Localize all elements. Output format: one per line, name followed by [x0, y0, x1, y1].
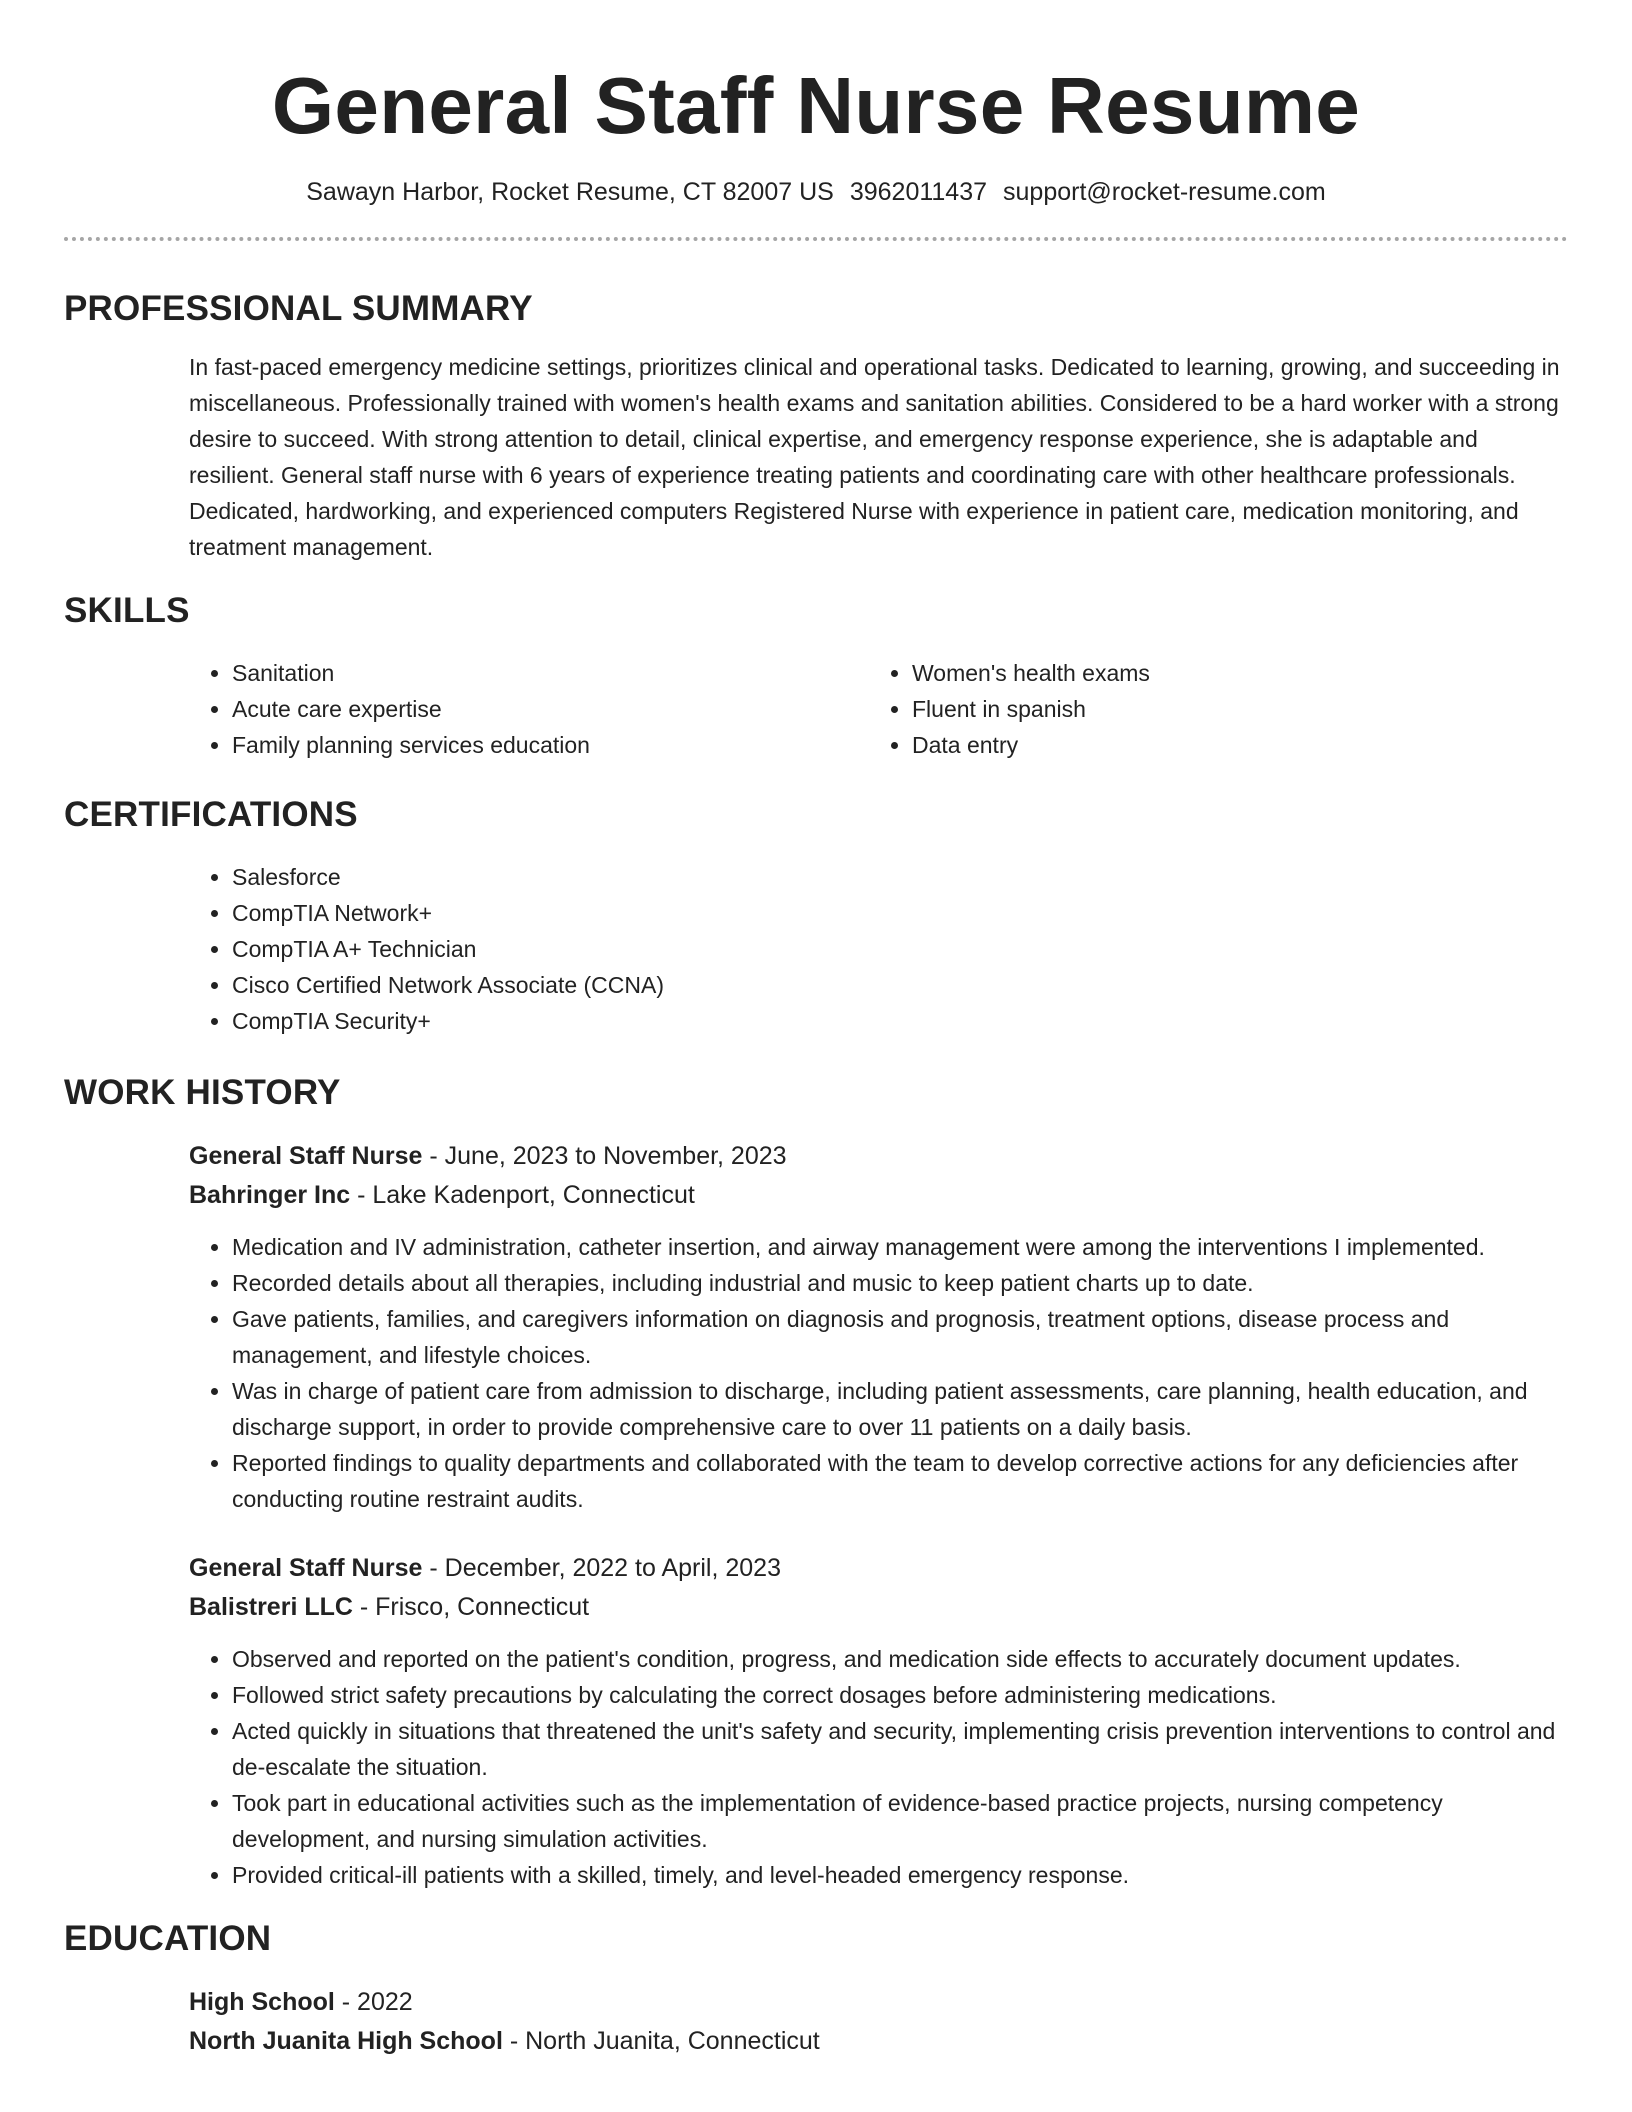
- skill-item: • Family planning services education: [232, 727, 869, 763]
- education-school-line: [189, 2022, 1568, 2061]
- skills-column-right: [869, 655, 1549, 763]
- education-degree: High School: [189, 1988, 335, 2016]
- job-role-line: [189, 1137, 1568, 1176]
- job-bullet: • Was in charge of patient care from admission to discharge, including patient assessments, care planning, health education, and discharge support, in order to provide comprehensive care to over 11 patients on a daily basis.: [232, 1373, 1568, 1445]
- job-company-line: [189, 1588, 1568, 1627]
- skill-item: • Acute care expertise: [232, 691, 869, 727]
- education-degree-line: [189, 1983, 1568, 2022]
- skills-grid: [189, 655, 1568, 763]
- job-bullet: • Recorded details about all therapies, including industrial and music to keep patient charts up to date.: [232, 1265, 1568, 1301]
- resume-title: General Staff Nurse Resume: [271, 61, 1361, 150]
- skills-column-left: [189, 655, 869, 763]
- job-bullet: • Reported findings to quality departments and collaborated with the team to develop corrective actions for any deficiencies after conducting routine restraint audits.: [232, 1445, 1568, 1517]
- job-location: - Lake Kadenport, Connecticut: [350, 1181, 695, 1209]
- skill-item: • Sanitation: [232, 655, 869, 691]
- job-bullet: • Took part in educational activities such as the implementation of evidence-based practice projects, nursing competency development, and nursing simulation activities.: [232, 1785, 1568, 1857]
- header-divider: [64, 237, 1568, 241]
- job-location: - Frisco, Connecticut: [352, 1593, 590, 1621]
- education-year: - 2022: [334, 1988, 413, 2016]
- job-dates: - December, 2022 to April, 2023: [422, 1554, 781, 1582]
- job-role: General Staff Nurse: [189, 1554, 423, 1582]
- contact-address: Sawayn Harbor, Rocket Resume, CT 82007 US: [306, 178, 834, 206]
- job-company: Bahringer Inc: [189, 1181, 351, 1209]
- summary-heading: PROFESSIONAL SUMMARY: [64, 289, 533, 328]
- job-entry: [189, 1137, 1568, 1517]
- contact-email: support@rocket-resume.com: [1003, 178, 1326, 206]
- job-role-line: [189, 1549, 1568, 1588]
- skill-item: • Fluent in spanish: [912, 691, 1549, 727]
- job-role: General Staff Nurse: [189, 1142, 423, 1170]
- certification-item: • Cisco Certified Network Associate (CCNA): [232, 967, 1568, 1003]
- certification-item: • CompTIA A+ Technician: [232, 931, 1568, 967]
- job-bullet: • Followed strict safety precautions by calculating the correct dosages before administering medications.: [232, 1677, 1568, 1713]
- certification-item: • CompTIA Security+: [232, 1003, 1568, 1039]
- certifications-list: [189, 859, 1568, 1039]
- summary-text: In fast-paced emergency medicine settings, prioritizes clinical and operational tasks. Dedicated to learning, growing, and succeeding in miscellaneous. Professionally trained with women's health exams and sanitation abilities. Considered to be a hard worker with a strong desire to succeed. With strong attention to detail, clinical expertise, and emergency response experience, she is adaptable and resilient. General staff nurse with 6 years of experience treating patients and coordinating care with other healthcare professionals. Dedicated, hardworking, and experienced computers Registered Nurse with experience in patient care, medication monitoring, and treatment management.: [189, 354, 1560, 560]
- skills-heading: SKILLS: [64, 591, 190, 630]
- contact-line: [64, 176, 1568, 208]
- job-dates: - June, 2023 to November, 2023: [422, 1142, 787, 1170]
- job-company: Balistreri LLC: [189, 1593, 353, 1621]
- job-bullet: • Acted quickly in situations that threatened the unit's safety and security, implementing crisis prevention interventions to control and de-escalate the situation.: [232, 1713, 1568, 1785]
- education-entry: [189, 1983, 1568, 2061]
- certification-item: • CompTIA Network+: [232, 895, 1568, 931]
- education-school: North Juanita High School: [189, 2027, 503, 2055]
- education-heading: EDUCATION: [64, 1919, 272, 1958]
- skill-item: • Data entry: [912, 727, 1549, 763]
- job-company-line: [189, 1176, 1568, 1215]
- certifications-heading: CERTIFICATIONS: [64, 795, 358, 834]
- job-bullet: • Gave patients, families, and caregivers information on diagnosis and prognosis, treatment options, disease process and management, and lifestyle choices.: [232, 1301, 1568, 1373]
- job-bullet: • Provided critical-ill patients with a skilled, timely, and level-headed emergency response.: [232, 1857, 1568, 1893]
- job-bullet: • Medication and IV administration, catheter insertion, and airway management were among the interventions I implemented.: [232, 1229, 1568, 1265]
- work-history-heading: WORK HISTORY: [64, 1073, 341, 1112]
- certification-item: • Salesforce: [232, 859, 1568, 895]
- skill-item: • Women's health exams: [912, 655, 1549, 691]
- resume-page: [64, 0, 1568, 2061]
- education-location: - North Juanita, Connecticut: [502, 2027, 820, 2055]
- contact-phone: 3962011437: [849, 178, 988, 206]
- job-bullet: • Observed and reported on the patient's condition, progress, and medication side effects to accurately document updates.: [232, 1641, 1568, 1677]
- job-entry: [189, 1549, 1568, 1893]
